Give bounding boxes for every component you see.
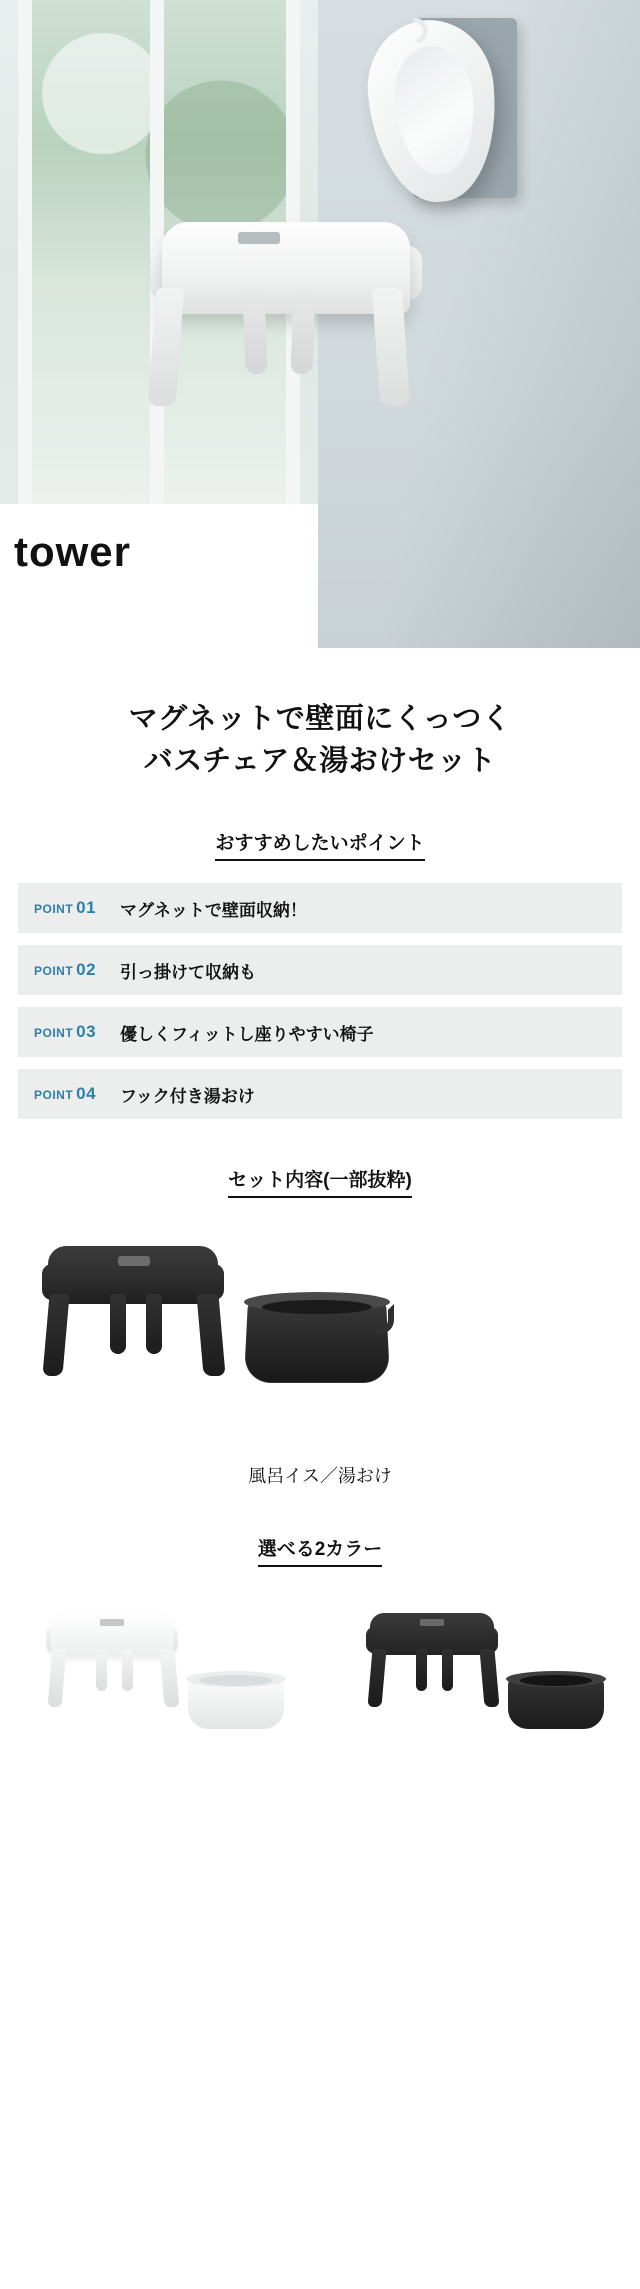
point-tag-number: 01	[76, 898, 97, 918]
set-contents-heading-text: セット内容(一部抜粋)	[228, 1165, 412, 1198]
colors-heading	[0, 1534, 640, 1567]
variant-stool-leg	[122, 1649, 133, 1691]
brand-logo: tower	[14, 528, 132, 575]
stool-leg	[242, 288, 267, 374]
color-variants	[0, 1591, 640, 1781]
variant-stool-handle-slot	[100, 1619, 124, 1626]
variant-stool-leg	[479, 1649, 499, 1707]
product-title	[0, 648, 640, 782]
point-tag-number: 03	[76, 1022, 97, 1042]
window-frame-left	[18, 0, 32, 520]
point-tag-text: POINT	[34, 964, 74, 979]
points-list	[18, 883, 622, 1119]
point-row	[18, 883, 622, 933]
black-stool-leg	[110, 1294, 126, 1354]
point-row	[18, 1069, 622, 1119]
point-tag-text: POINT	[34, 902, 74, 917]
variant-stool-leg	[159, 1649, 179, 1707]
point-tag-number: 02	[76, 960, 97, 980]
point-tag-number: 04	[76, 1084, 97, 1104]
color-variant-black	[330, 1591, 630, 1781]
point-tag-text: POINT	[34, 1026, 74, 1041]
black-stool-handle-slot	[118, 1256, 150, 1266]
black-stool-leg	[42, 1294, 69, 1376]
product-title-line1: マグネットで壁面にくっつく	[128, 703, 512, 735]
point-label: 引っ掛けて収納も	[120, 962, 256, 982]
point-label: フック付き湯おけ	[120, 1086, 255, 1106]
stool-leg	[290, 288, 315, 374]
colors-heading-text: 選べる2カラー	[258, 1534, 383, 1567]
hero-banner	[0, 0, 640, 648]
product-title-line2: バスチェア＆湯おけセット	[143, 745, 497, 778]
black-stool-seat	[48, 1246, 218, 1304]
point-label: マグネットで壁面収納！	[120, 900, 307, 920]
point-tag	[34, 1022, 120, 1042]
black-stool-leg	[196, 1294, 225, 1376]
black-stool-leg	[146, 1294, 162, 1354]
variant-stool-leg	[367, 1649, 386, 1707]
point-tag-text: POINT	[34, 1088, 74, 1103]
variant-stool-leg	[416, 1649, 427, 1691]
bath-stool-handle-slot	[238, 232, 280, 244]
point-tag	[34, 1084, 120, 1104]
points-heading	[0, 828, 640, 861]
variant-stool-leg	[96, 1649, 107, 1691]
set-contents-images	[0, 1224, 640, 1454]
set-contents-heading	[0, 1165, 640, 1198]
variant-stool-handle-slot	[420, 1619, 444, 1626]
basin-hook-icon	[372, 1304, 394, 1334]
variant-stool-leg	[442, 1649, 453, 1691]
point-tag	[34, 960, 120, 980]
point-row	[18, 1007, 622, 1057]
point-tag	[34, 898, 120, 918]
brand-bar	[0, 504, 318, 648]
set-contents-caption: 風呂イス／湯おけ	[248, 1466, 392, 1487]
color-variant-white	[10, 1591, 310, 1781]
points-heading-text: おすすめしたいポイント	[215, 828, 424, 861]
black-basin-inner	[262, 1300, 372, 1314]
variant-stool-leg	[47, 1649, 66, 1707]
point-row	[18, 945, 622, 995]
point-label: 優しくフィットし座りやすい椅子	[120, 1024, 374, 1044]
